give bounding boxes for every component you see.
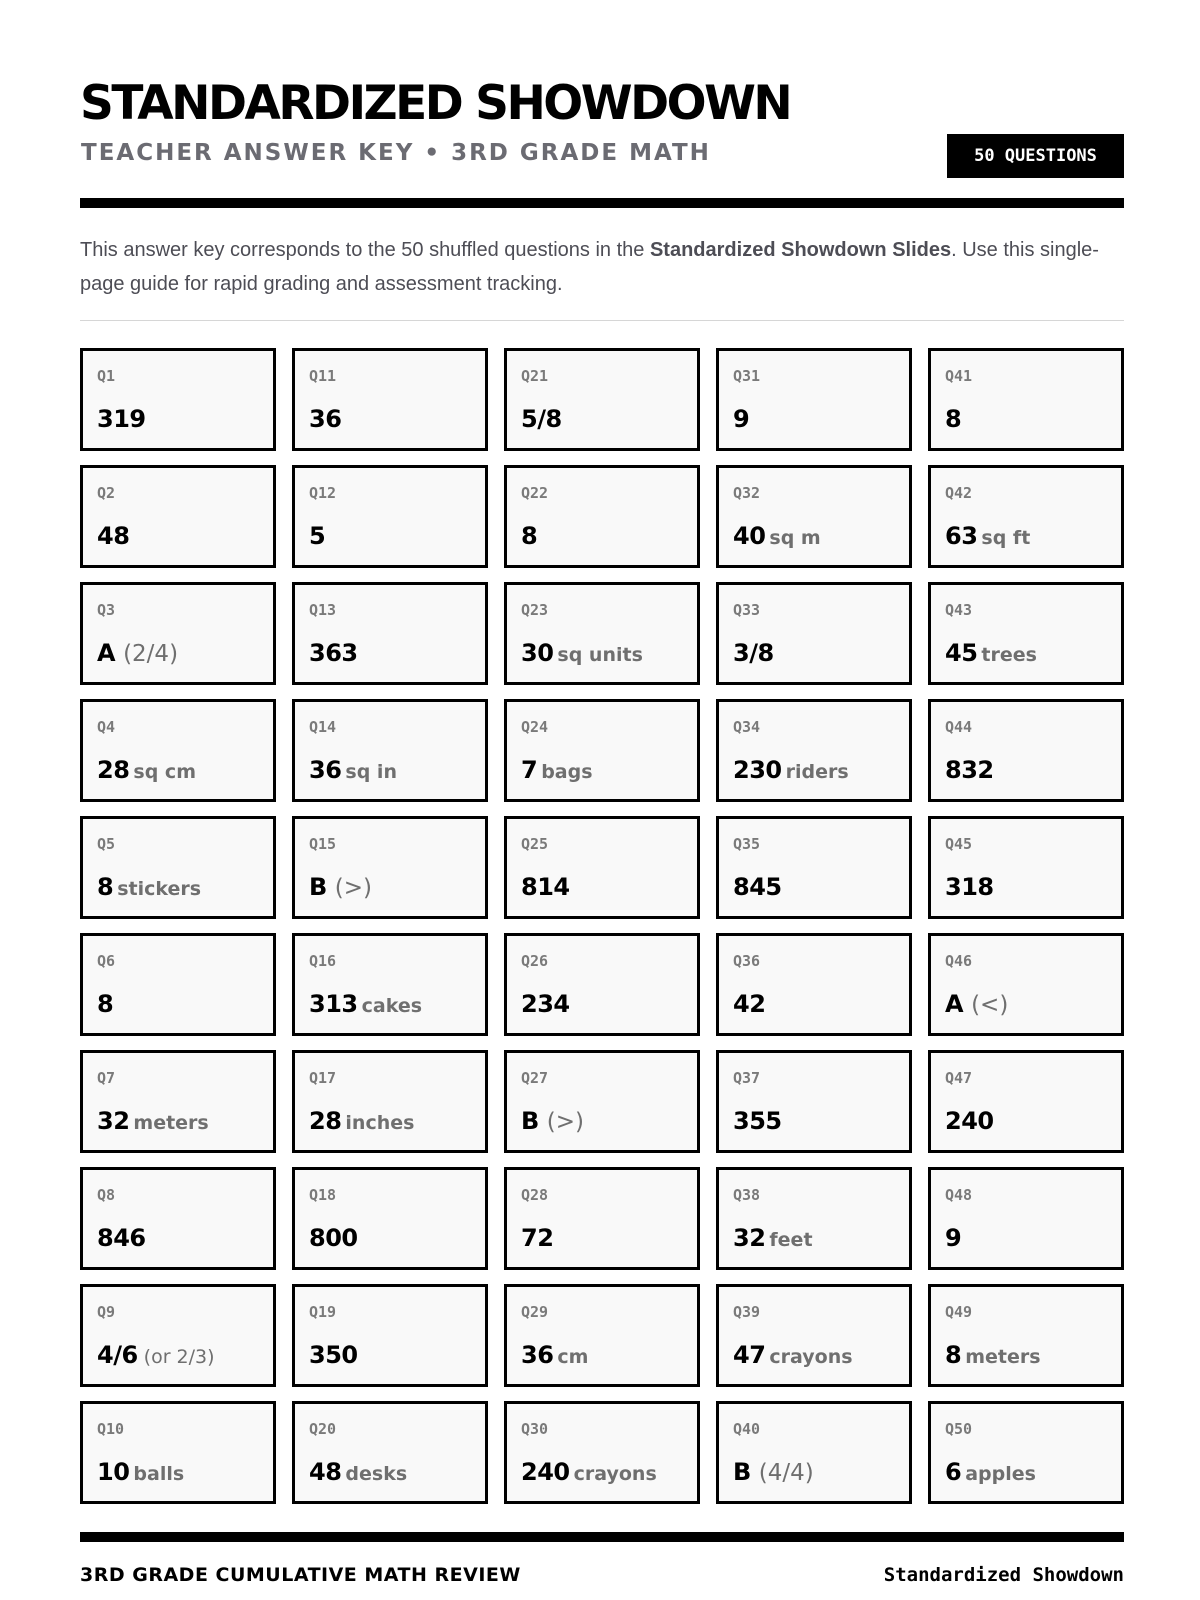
answer-value: 350 (309, 1341, 358, 1369)
answer (945, 639, 1037, 667)
answer (733, 522, 821, 550)
answer-value: 234 (521, 990, 570, 1018)
answer-card (292, 1401, 488, 1504)
answer (97, 1107, 209, 1135)
question-number: Q17 (309, 1069, 337, 1087)
answer-value: 4/6 (97, 1341, 138, 1369)
answer (945, 1458, 1036, 1486)
answer-value: B (521, 1107, 539, 1135)
answer (521, 1458, 657, 1486)
answer-unit: balls (133, 1463, 185, 1485)
answer-value: 5/8 (521, 405, 562, 433)
answer (97, 756, 196, 784)
answer-card (716, 1050, 912, 1153)
answer (521, 990, 570, 1018)
question-number: Q5 (97, 835, 116, 853)
answer (733, 1458, 814, 1486)
answer-unit: sq in (345, 761, 397, 783)
answer (733, 1107, 782, 1135)
question-number: Q47 (945, 1069, 973, 1087)
intro-text-after: . Use this single-page guide for rapid grading and assessment tracking. (80, 239, 1099, 295)
question-number: Q39 (733, 1303, 761, 1321)
answer-card (80, 816, 276, 919)
answer (945, 1224, 961, 1252)
answer (521, 1341, 588, 1369)
answer (945, 990, 1008, 1018)
answer-card (504, 933, 700, 1036)
answer-grid (80, 348, 1124, 1504)
answer (521, 1107, 584, 1135)
footer-divider (80, 1532, 1124, 1542)
answer-card (716, 699, 912, 802)
answer-value: 48 (97, 522, 130, 550)
answer-value: 42 (733, 990, 766, 1018)
answer-unit: feet (769, 1229, 813, 1251)
answer-card (80, 1401, 276, 1504)
answer-card (716, 816, 912, 919)
answer-value: 72 (521, 1224, 554, 1252)
question-number: Q11 (309, 367, 337, 385)
question-number: Q49 (945, 1303, 973, 1321)
answer-value: 845 (733, 873, 782, 901)
answer-value: 9 (945, 1224, 962, 1252)
footer-brand: Standardized Showdown (883, 1564, 1124, 1586)
answer-alternate: (or 2/3) (143, 1346, 215, 1368)
answer (733, 756, 849, 784)
question-number: Q3 (97, 601, 116, 619)
question-number: Q23 (521, 601, 549, 619)
answer (733, 405, 749, 433)
answer-card (716, 1284, 912, 1387)
answer-value: 45 (945, 639, 978, 667)
answer-card (504, 699, 700, 802)
answer-card (504, 816, 700, 919)
answer-unit: desks (345, 1463, 408, 1485)
question-number: Q29 (521, 1303, 549, 1321)
answer-card (292, 1167, 488, 1270)
answer-unit: inches (345, 1112, 415, 1134)
answer-value: 10 (97, 1458, 130, 1486)
question-number: Q13 (309, 601, 337, 619)
question-number: Q43 (945, 601, 973, 619)
question-number: Q8 (97, 1186, 116, 1204)
answer-value: 32 (733, 1224, 766, 1252)
answer-unit: meters (133, 1112, 209, 1134)
answer (309, 1224, 358, 1252)
question-number: Q20 (309, 1420, 337, 1438)
answer-card (928, 465, 1124, 568)
question-number: Q2 (97, 484, 116, 502)
answer (733, 873, 782, 901)
header-divider (80, 198, 1124, 208)
answer-value: 318 (945, 873, 994, 901)
answer-card (504, 1284, 700, 1387)
answer-value: 36 (309, 405, 342, 433)
answer-unit: cakes (361, 995, 423, 1017)
answer (521, 756, 593, 784)
question-number: Q48 (945, 1186, 973, 1204)
answer (309, 1107, 414, 1135)
answer-value: 30 (521, 639, 554, 667)
answer-unit: sq ft (981, 527, 1031, 549)
answer (97, 405, 146, 433)
answer-unit: sq units (557, 644, 643, 666)
answer-value: 9 (733, 405, 750, 433)
answer-value: 8 (97, 873, 114, 901)
intro-text-before: This answer key corresponds to the 50 shuffled questions in the (80, 239, 650, 261)
answer-card (80, 1284, 276, 1387)
question-number: Q16 (309, 952, 337, 970)
answer (945, 873, 994, 901)
answer-value: 6 (945, 1458, 962, 1486)
answer (945, 522, 1030, 550)
answer-card (928, 1167, 1124, 1270)
page-title: STANDARDIZED SHOWDOWN (80, 76, 791, 131)
answer (521, 522, 537, 550)
answer-card (928, 582, 1124, 685)
question-number: Q22 (521, 484, 549, 502)
answer-card (292, 465, 488, 568)
answer-note: (>) (546, 1109, 585, 1135)
question-count-badge: 50 QUESTIONS (947, 134, 1124, 178)
question-number: Q37 (733, 1069, 761, 1087)
answer-value: 40 (733, 522, 766, 550)
answer-card (716, 582, 912, 685)
answer-unit: crayons (573, 1463, 657, 1485)
answer-card (504, 465, 700, 568)
answer-note: (>) (334, 875, 373, 901)
answer-card (80, 465, 276, 568)
answer-card (928, 1050, 1124, 1153)
answer (521, 639, 643, 667)
question-number: Q6 (97, 952, 116, 970)
question-number: Q7 (97, 1069, 116, 1087)
answer-value: 28 (97, 756, 130, 784)
answer-card (292, 816, 488, 919)
answer-card (928, 933, 1124, 1036)
question-number: Q24 (521, 718, 549, 736)
answer-unit: meters (965, 1346, 1041, 1368)
answer-value: 240 (945, 1107, 994, 1135)
question-number: Q10 (97, 1420, 125, 1438)
answer-note: (4/4) (758, 1460, 814, 1486)
answer-card (504, 582, 700, 685)
answer (945, 1107, 994, 1135)
answer-value: 36 (309, 756, 342, 784)
answer-card (292, 699, 488, 802)
answer-value: 32 (97, 1107, 130, 1135)
answer-card (716, 348, 912, 451)
answer-value: B (309, 873, 327, 901)
answer-card (292, 1050, 488, 1153)
question-number: Q33 (733, 601, 761, 619)
answer (97, 990, 113, 1018)
answer-card (80, 699, 276, 802)
answer (97, 1341, 215, 1369)
question-number: Q40 (733, 1420, 761, 1438)
answer-card (716, 1401, 912, 1504)
answer-card (292, 348, 488, 451)
answer-unit: stickers (117, 878, 202, 900)
answer-unit: apples (965, 1463, 1036, 1485)
intro-paragraph (80, 233, 1124, 301)
answer-value: 36 (521, 1341, 554, 1369)
answer-value: 313 (309, 990, 358, 1018)
answer (945, 405, 961, 433)
answer-value: B (733, 1458, 751, 1486)
answer (309, 522, 325, 550)
answer-value: 355 (733, 1107, 782, 1135)
question-number: Q14 (309, 718, 337, 736)
answer-value: 832 (945, 756, 994, 784)
answer (97, 639, 178, 667)
answer-card (80, 1167, 276, 1270)
answer-card (716, 1167, 912, 1270)
answer-card (928, 699, 1124, 802)
question-number: Q34 (733, 718, 761, 736)
answer (97, 522, 129, 550)
answer (309, 756, 397, 784)
question-number: Q19 (309, 1303, 337, 1321)
question-number: Q46 (945, 952, 973, 970)
answer-card (716, 933, 912, 1036)
question-number: Q30 (521, 1420, 549, 1438)
answer-card (716, 465, 912, 568)
answer-unit: trees (981, 644, 1037, 666)
answer (97, 1458, 184, 1486)
answer-value: 846 (97, 1224, 146, 1252)
answer (309, 1341, 358, 1369)
answer-unit: riders (785, 761, 849, 783)
answer (521, 1224, 553, 1252)
answer (733, 990, 765, 1018)
answer-card (292, 582, 488, 685)
answer-card (928, 348, 1124, 451)
answer (309, 405, 341, 433)
question-number: Q32 (733, 484, 761, 502)
question-number: Q35 (733, 835, 761, 853)
question-number: Q45 (945, 835, 973, 853)
answer-card (928, 1401, 1124, 1504)
answer (521, 405, 562, 433)
answer-card (80, 582, 276, 685)
answer-note: (<) (971, 992, 1009, 1018)
question-number: Q15 (309, 835, 337, 853)
answer-value: 814 (521, 873, 570, 901)
answer-card (292, 933, 488, 1036)
footer-course-title: 3RD GRADE CUMULATIVE MATH REVIEW (80, 1564, 521, 1586)
intro-slides-name: Standardized Showdown Slides (649, 239, 952, 261)
answer-value: 5 (309, 522, 326, 550)
question-number: Q31 (733, 367, 761, 385)
answer-card (80, 348, 276, 451)
answer-card (80, 933, 276, 1036)
answer-card (504, 1401, 700, 1504)
answer (521, 873, 570, 901)
question-number: Q38 (733, 1186, 761, 1204)
answer (733, 1224, 813, 1252)
answer-value: A (945, 990, 964, 1018)
answer-value: 28 (309, 1107, 342, 1135)
question-number: Q9 (97, 1303, 116, 1321)
answer (97, 873, 201, 901)
answer-card (292, 1284, 488, 1387)
question-number: Q18 (309, 1186, 337, 1204)
question-number: Q1 (97, 367, 116, 385)
answer (309, 1458, 407, 1486)
answer (945, 1341, 1041, 1369)
answer-card (80, 1050, 276, 1153)
page-subtitle: TEACHER ANSWER KEY • 3RD GRADE MATH (81, 140, 711, 166)
answer-card (504, 1050, 700, 1153)
answer-value: 63 (945, 522, 978, 550)
answer (309, 639, 358, 667)
answer (309, 873, 372, 901)
answer-value: A (97, 639, 116, 667)
answer-unit: bags (541, 761, 593, 783)
question-number: Q25 (521, 835, 549, 853)
question-number: Q12 (309, 484, 337, 502)
answer (733, 639, 774, 667)
question-number: Q4 (97, 718, 116, 736)
question-number: Q26 (521, 952, 549, 970)
intro-divider (80, 320, 1124, 321)
answer-value: 8 (521, 522, 538, 550)
answer-unit: cm (557, 1346, 589, 1368)
question-number: Q41 (945, 367, 973, 385)
question-number: Q44 (945, 718, 973, 736)
answer-card (504, 348, 700, 451)
question-number: Q27 (521, 1069, 549, 1087)
answer-value: 363 (309, 639, 358, 667)
answer (945, 756, 994, 784)
answer-value: 47 (733, 1341, 766, 1369)
answer-note: (2/4) (123, 641, 179, 667)
answer-value: 319 (97, 405, 146, 433)
answer-value: 230 (733, 756, 782, 784)
answer-value: 3/8 (733, 639, 774, 667)
answer-card (928, 1284, 1124, 1387)
answer (733, 1341, 853, 1369)
question-number: Q42 (945, 484, 973, 502)
answer-value: 240 (521, 1458, 570, 1486)
answer-value: 7 (521, 756, 538, 784)
answer-value: 8 (945, 405, 962, 433)
answer-card (504, 1167, 700, 1270)
question-number: Q36 (733, 952, 761, 970)
question-number: Q28 (521, 1186, 549, 1204)
answer-value: 8 (945, 1341, 962, 1369)
answer-card (928, 816, 1124, 919)
answer-unit: crayons (769, 1346, 853, 1368)
question-number: Q50 (945, 1420, 973, 1438)
question-number: Q21 (521, 367, 549, 385)
answer-unit: sq cm (133, 761, 196, 783)
answer-unit: sq m (769, 527, 821, 549)
answer (97, 1224, 146, 1252)
answer-value: 800 (309, 1224, 358, 1252)
answer-value: 48 (309, 1458, 342, 1486)
answer-value: 8 (97, 990, 114, 1018)
answer (309, 990, 422, 1018)
